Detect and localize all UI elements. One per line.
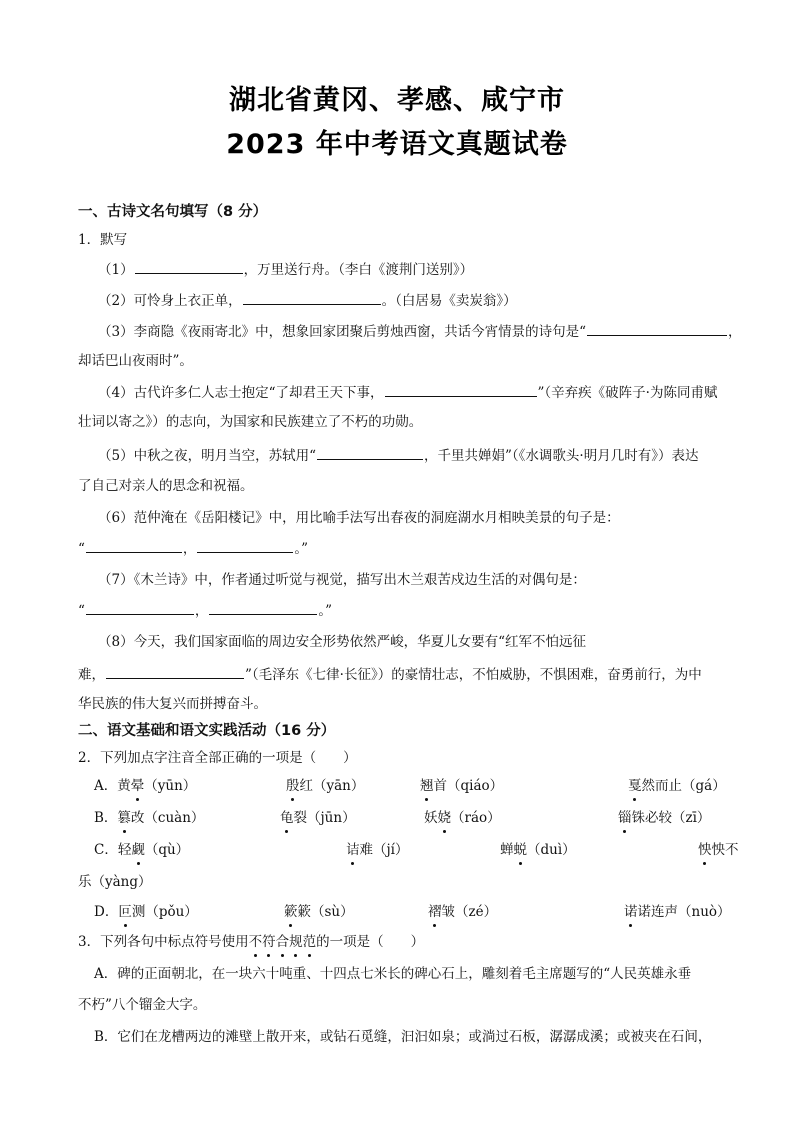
q1-item-6-answers: “ ， 。”	[78, 538, 308, 558]
q2-option-d[interactable]: D．叵测（pǒu）	[94, 904, 198, 920]
q1-item-6: （6）范仲淹在《岳阳楼记》中，用比喻手法写出春夜的洞庭湖水月相映美景的句子是：	[98, 510, 620, 526]
q1-item-8-line3: 华民族的伟大复兴而拼搏奋斗。	[78, 696, 267, 712]
answer-blank[interactable]	[106, 664, 244, 679]
q3-option-a-cont: 不朽”八个镏金大字。	[78, 997, 207, 1013]
q1-item-1: （1） ，万里送行舟。（李白《渡荆门送别》）	[98, 259, 473, 279]
title-line-2: 2023 年中考语文真题试卷	[226, 129, 568, 160]
q3-emphasis	[249, 934, 317, 950]
q2-option-c-word: 诘难（jí）	[346, 842, 409, 858]
q1-item-3: （3）李商隐《夜雨寄北》中，想象回家团聚后剪烛西窗，共话今宵情景的诗句是“ ，	[98, 321, 742, 341]
q3-option-b[interactable]: B．它们在龙槽两边的滩壁上散开来，或钻石觅缝，汩汩如泉；或淌过石板，潺潺成溪；或被夹在石间，	[94, 1029, 712, 1045]
q1-item-8-line2: 难， ”（毛泽东《七律·长征》）的豪情壮志，不怕威胁，不惧困难，奋勇前行，为中	[78, 664, 702, 684]
q1-item-5-cont: 了自己对亲人的思念和祝福。	[78, 478, 254, 494]
q1-item-3-cont: 却话巴山夜雨时”。	[78, 353, 193, 369]
q2-option-d-word: 诺诺连声（nuò）	[624, 904, 731, 920]
q1-item-4-cont: 壮词以寄之》）的志向，为国家和民族建立了不朽的功勋。	[78, 414, 423, 430]
q2-option-b-word: 锱铢必较（zī）	[618, 810, 711, 826]
title-line-1: 湖北省黄冈、孝感、咸宁市	[229, 85, 565, 116]
q2-option-b-word: 龟裂（jūn）	[280, 810, 356, 826]
q1-item-5: （5）中秋之夜，明月当空，苏轼用“ ，千里共婵娟”（《水调歌头·明月几时有》）表达	[98, 445, 698, 465]
q1-item-8: （8）今天，我们国家面临的周边安全形势依然严峻，华夏儿女要有“红军不怕远征	[98, 634, 586, 650]
answer-blank[interactable]	[317, 445, 423, 460]
emphasis-char: 范	[302, 934, 317, 950]
emphasis-char: 不	[248, 934, 263, 950]
q2-option-c-word: 蝉蜕（duì）	[500, 842, 576, 858]
q1-label: 1．默写	[78, 232, 128, 248]
q2-option-a-word: 戛然而止（gá）	[628, 778, 726, 794]
answer-blank[interactable]	[587, 321, 727, 336]
answer-blank[interactable]	[197, 538, 293, 553]
answer-blank[interactable]	[243, 290, 381, 305]
answer-blank[interactable]	[86, 538, 182, 553]
q2-option-a-word: 翘首（qiáo）	[420, 778, 504, 794]
q2-option-b-word: 妖娆（ráo）	[424, 810, 501, 826]
q1-item-4: （4）古代许多仁人志士抱定“了却君王天下事， ”（辛弃疾《破阵子·为陈同甫赋	[98, 382, 717, 402]
q2-stem: 2．下列加点字注音全部正确的一项是（ ）	[78, 750, 357, 766]
answer-blank[interactable]	[385, 382, 537, 397]
answer-blank[interactable]	[86, 600, 194, 615]
q2-option-a-word: 殷红（yān）	[286, 778, 365, 794]
q2-option-d-word: 簌簌（sù）	[284, 904, 354, 920]
q3-stem: 3．下列各句中标点符号使用不符合规范的一项是（ ）	[78, 934, 425, 950]
q2-option-c-cont: 乐（yàng）	[78, 874, 152, 890]
q2-option-a[interactable]: A．黄晕（yūn）	[94, 778, 197, 794]
q2-option-c[interactable]: C．轻觑（qù）	[94, 842, 190, 858]
q2-option-d-word: 褶皱（zé）	[428, 904, 498, 920]
q2-option-c-word: 怏怏不	[698, 842, 739, 858]
emphasis-char: 合	[275, 934, 290, 950]
q2-option-b[interactable]: B．篡改（cuàn）	[94, 810, 205, 826]
section-1-heading: 一、古诗文名句填写（8 分）	[78, 204, 268, 220]
emphasis-char: 符	[262, 934, 276, 950]
emphasis-char: 规	[289, 934, 303, 950]
q1-item-7-answers: “ ， 。”	[78, 600, 332, 620]
q3-option-a[interactable]: A．碑的正面朝北，在一块六十吨重、十四点七米长的碑心石上，雕刻着毛主席题写的“人民英雄永垂	[94, 966, 692, 982]
answer-blank[interactable]	[209, 600, 317, 615]
answer-blank[interactable]	[135, 259, 243, 274]
section-2-heading: 二、语文基础和语文实践活动（16 分）	[78, 723, 336, 739]
q1-item-7: （7）《木兰诗》中，作者通过听觉与视觉，描写出木兰艰苦戍边生活的对偶句是：	[98, 572, 586, 588]
q1-item-2: （2）可怜身上衣正单， 。（白居易《卖炭翁》）	[98, 290, 517, 310]
